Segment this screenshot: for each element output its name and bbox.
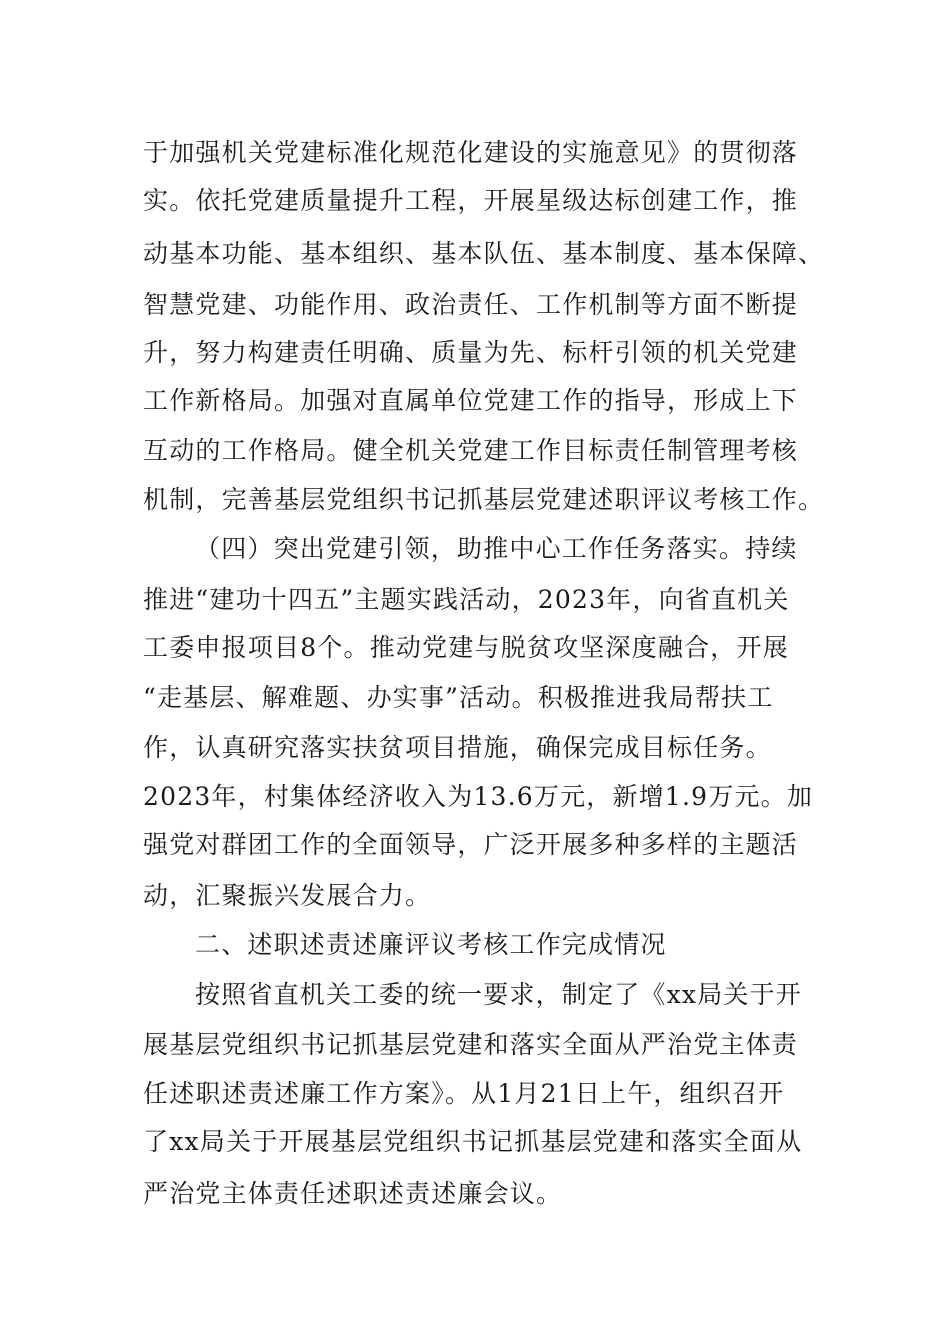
text-line: 互动的工作格局。健全机关党建工作目标责任制管理考核 [143,436,799,465]
text-line: 动，汇聚振兴发展合力。 [143,881,432,910]
text-line: “走基层、解难题、办实事”活动。积极推进我局帮扶工 [143,683,774,712]
text-line: 作，认真研究落实扶贫项目措施，确保完成目标任务。 [143,733,772,762]
text-line: 强党对群团工作的全面领导，广泛开展多种多样的主题活 [143,830,799,859]
text-line: 智慧党建、功能作用、政治责任、工作机制等方面不断提 [143,290,799,319]
text-line: 任述职述责述廉工作方案》。从1月21日上午，组织召开 [143,1079,785,1108]
text-line: 工委申报项目8个。推动党建与脱贫攻坚深度融合，开展 [143,633,789,662]
text-line: 升，努力构建责任明确、质量为先、标杆引领的机关党建 [143,338,799,367]
text-line: 动基本功能、基本组织、基本队伍、基本制度、基本保障、 [143,239,825,268]
text-line: 工作新格局。加强对直属单位党建工作的指导，形成上下 [143,386,799,415]
text-line: 2023年，村集体经济收入为13.6万元，新增1.9万元。加 [143,782,814,811]
text-line: 于加强机关党建标准化规范化建设的实施意见》的贯彻落 [143,138,799,167]
text-line: 展基层党组织书记抓基层党建和落实全面从严治党主体责 [143,1030,799,1059]
section-heading-paragraph: （四）突出党建引领，助推中心工作任务落实。持续 [195,534,798,563]
text-line: 机制，完善基层党组织书记抓基层党建述职评议考核工作。 [143,485,825,514]
text-line: 了xx局关于开展基层党组织书记抓基层党建和落实全面从 [143,1127,803,1156]
text-line: 推进“建功十四五”主题实践活动，2023年，向省直机关 [143,585,790,614]
text-line: 实。依托党建质量提升工程，开展星级达标创建工作，推 [143,186,799,215]
text-line: 严治党主体责任述职述责述廉会议。 [143,1179,563,1208]
section-heading: 二、述职述责述廉评议考核工作完成情况 [195,930,667,959]
paragraph-first-line: 按照省直机关工委的统一要求，制定了《xx局关于开 [195,980,803,1009]
